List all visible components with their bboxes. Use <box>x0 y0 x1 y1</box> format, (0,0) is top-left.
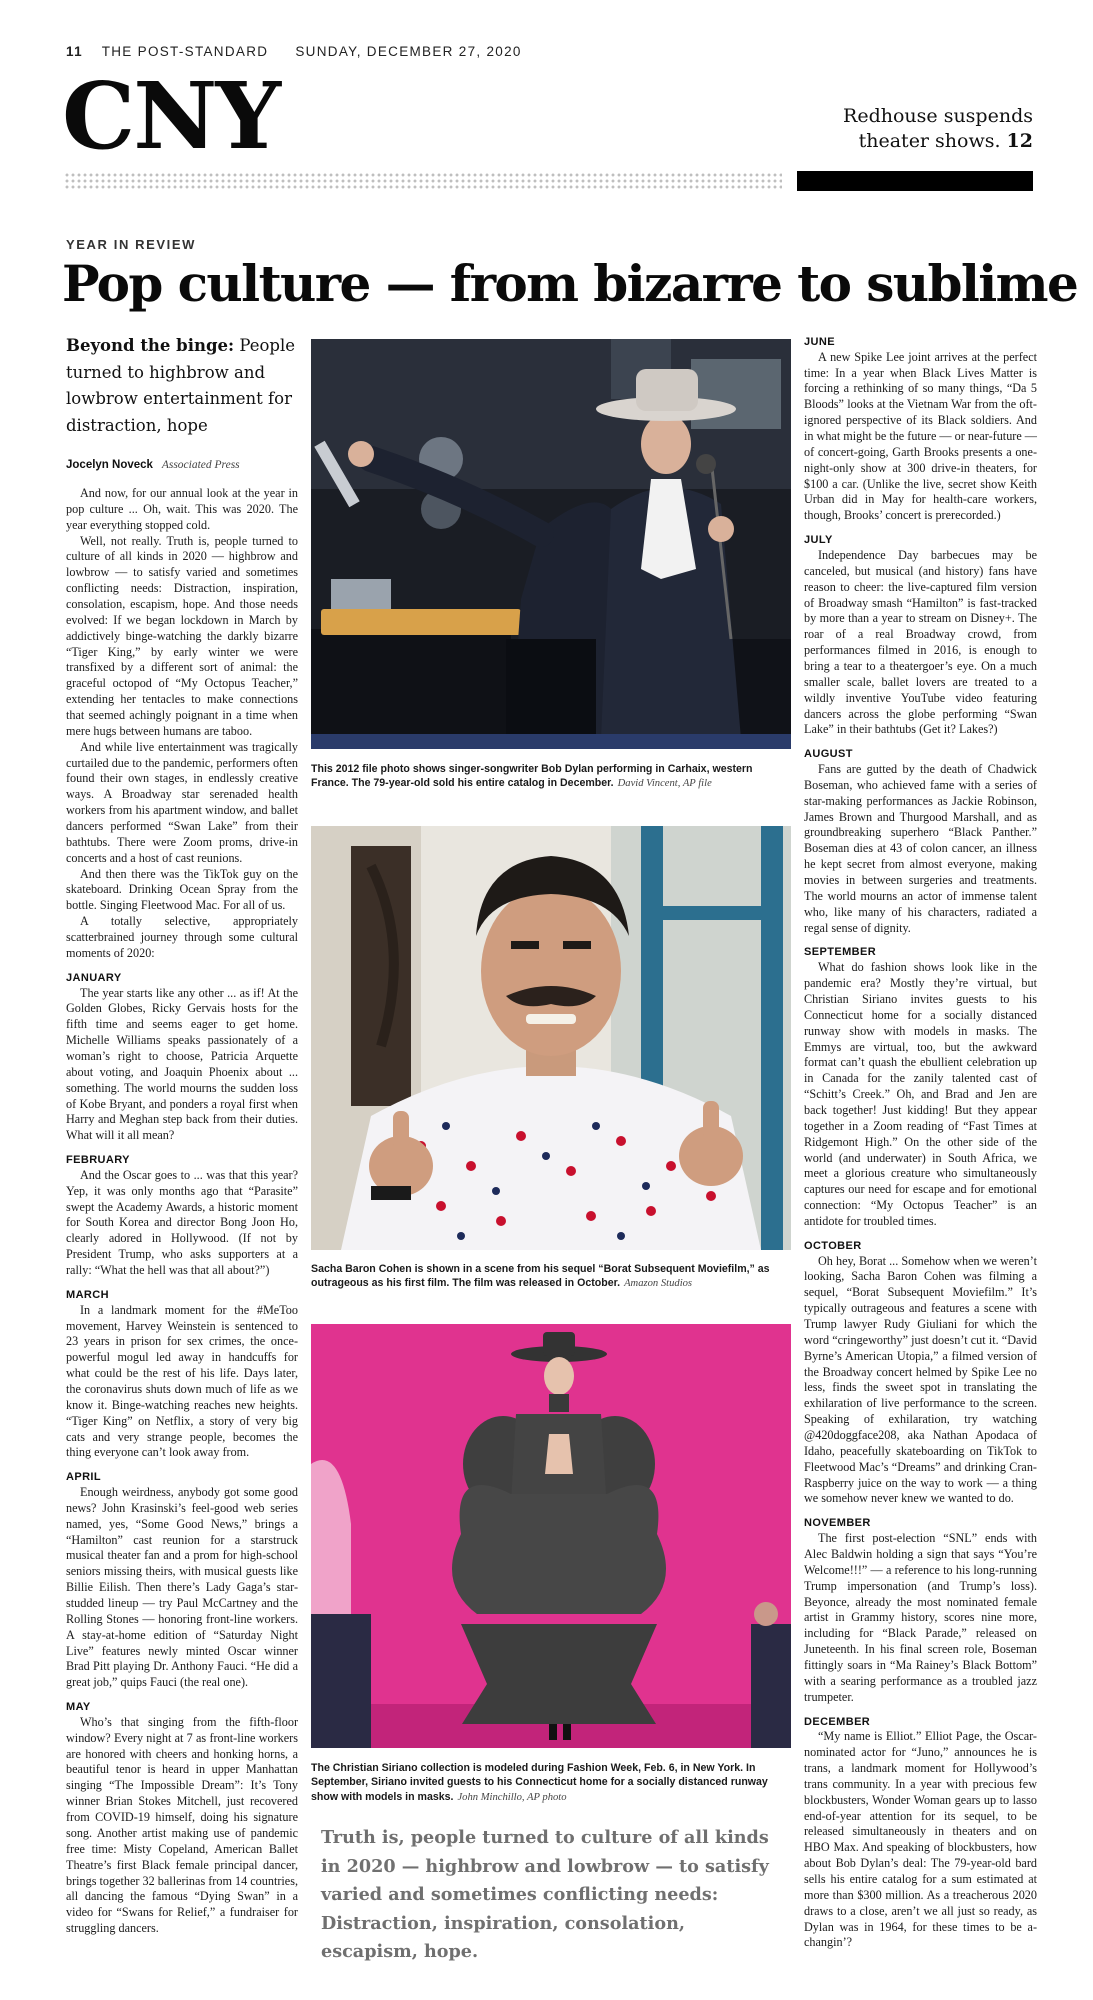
month-heading-december: DECEMBER <box>804 1715 871 1728</box>
month-text-december: “My name is Elliot.” Elliot Page, the Oscar-nominated actor for “Juno,” announces he is trans, a landmark moment for Hollywood’s trans community. In a year with precious few blockbusters, Wonder Woman gears up to lasso end-of-year attention for its sequel, to be released simultaneously in theaters and on HBO Max. And speaking of blockbusters, how about Bob Dylan’s deal: The 79-year-old bard sells his entire catalog for a sum estimated at more than $300 million. As a treacherous 2020 draws to a close, aren’t we all just so ready, as Dylan was in 1964, for these times to be a-changin’? <box>804 1729 1037 1950</box>
article-column-right <box>804 336 1037 1951</box>
month-heading-february: FEBRUARY <box>66 1154 130 1167</box>
intro-paragraph: Well, not really. Truth is, people turned to culture of all kinds in 2020 — highbrow and lowbrow — to satisfy varied and sometimes conflicting needs: Distraction, inspiration, consolation, escapism, hope. And those needs evolved: If we began lockdown in March by addictively binge-watching the darkly bizarre “Tiger King,” by early winter we were transfixed by a different sort of animal: the graceful octopod of “My Octopus Teacher,” extending her tentacles to make connections that seemed achingly poignant in a time when mere hugs between humans are taboo. <box>66 533 298 738</box>
photo-caption-borat <box>311 1262 791 1292</box>
month-text-january: The year starts like any other ... as if! At the Golden Globes, Ricky Gervais hosts for the fifth time and seems eager to get home. Michelle Williams speaks passionately of a woman’s right to choose, Patricia Arquette about voting, and Joaquin Phoenix about ... something. The world mourns the sudden loss of Kobe Bryant, and ponders a royal first when Harry and Meghan step back from their duties. What will it all mean? <box>66 985 298 1143</box>
month-heading-june: JUNE <box>804 336 835 348</box>
month-text-september: What do fashion shows look like in the pandemic era? Mostly they’re virtual, but Christian Siriano invites guests to his Connecticut home for a socially distanced runway show with models in masks. The Emmys are virtual, too, but the awkward format can’t quash the ebullient celebration up in Canada for the zanily talented cast of “Schitt’s Creek.” Oh, and Brad and Jen are back together! Just kidding! But they appear together in a Zoom reading of “Fast Times at Ridgemont High.” On the other side of the world (and underwater) in South Africa, we meet a glorious creature who simultaneously captures our need for escape and for emotional connection: “My Octopus Teacher” is an antidote for troubled times. <box>804 960 1037 1228</box>
month-heading-august: AUGUST <box>804 748 853 761</box>
promo-teaser[interactable] <box>773 104 1033 153</box>
photo-bob-dylan <box>311 339 791 749</box>
month-text-july: Independence Day barbecues may be canceled, but musical (and history) fans have reason to cheer: the live-captured film version of Broadway smash “Hamilton” is fast-tracked by more than a year to stream on Disney+. The roar of a real Broadway crowd, from performances filmed in 2016, is enough to bring a tear to a theatergoer’s eye. On a much smaller scale, ballet lovers are treated to a wildly inventive YouTube video featuring dancers across the globe performing “Swan Lake” in their bathtubs (Get it? Lakes?) <box>804 547 1037 737</box>
byline <box>66 459 298 471</box>
pull-quote: Truth is, people turned to culture of all kinds in 2020 — highbrow and lowbrow — to satisfy varied and sometimes conflicting needs: Distraction, inspiration, consolation, escapism, hope. <box>321 1827 769 1962</box>
caption-text: Sacha Baron Cohen is shown in a scene from his sequel “Borat Subsequent Moviefilm,” as outrageous as his first film. The film was released in October. <box>311 1263 770 1290</box>
month-heading-july: JULY <box>804 534 833 547</box>
month-text-april: Enough weirdness, anybody got some good news? John Krasinski’s feel-good web series named, yes, “Some Good News,” brings a “Hamilton” cast reunion for a starstruck musical theater fan and a prom for high-school seniors missing theirs, with musical guests like Billie Eilish. Then there’s Lady Gaga’s star-studded lineup — try Paul McCartney and the Rolling Stones — honoring front-line workers. A stay-at-home edition of “Saturday Night Live” features newly minted Oscar winner Brad Pitt playing Dr. Anthony Fauci. “He did a great job,” quips Fauci (the real one). <box>66 1484 298 1690</box>
byline-agency: Associated Press <box>161 459 240 471</box>
month-heading-april: APRIL <box>66 1471 101 1484</box>
black-rule <box>797 171 1033 191</box>
article-headline: Pop culture — from bizarre to sublime <box>62 254 1078 313</box>
month-text-june: A new Spike Lee joint arrives at the perfect time: In a year when Black Lives Matter is forcing a rethinking of so many things, “Da 5 Bloods” looks at the Vietnam War from the oft-ignored perspective of its Black soldiers. And in what might be the future — or near-future — of concert-going, Garth Brooks presents a one-night-only show at 300 drive-in theaters, for $100 a car. (Unlike the live, secret show Keith Urban did in May for health-care workers, though, Brooks’ concert is prerecorded.) <box>804 349 1037 523</box>
intro-paragraph: And while live entertainment was tragically curtailed due to the pandemic, performers often found their own stages, in endlessly creative ways. A Broadway star serenaded health workers from his apartment window, and ballet dancers performed “Swan Lake” from their bathtubs. There were Zoom proms, drive-in concerts and a host of cast reunions. <box>66 739 298 865</box>
month-text-november: The first post-election “SNL” ends with Alec Baldwin holding a sign that says “You’re Welcome!!!” — a reference to his long-running Trump impersonation (and Trump’s loss). Beyonce, already the most nominated female artist in Grammy history, scores nine more, including for “Black Parade,” released on Juneteenth. In his final screen role, Boseman fittingly soars in “Ma Rainey’s Black Bottom” with a searing performance as a troubled jazz trumpeter. <box>804 1531 1037 1704</box>
intro-paragraph: A totally selective, appropriately scatterbrained journey through some cultural moments of 2020: <box>66 914 298 960</box>
caption-text: This 2012 file photo shows singer-songwriter Bob Dylan performing in Carhaix, western France. The 79-year-old sold his entire catalog in December. <box>311 763 753 790</box>
month-text-february: And the Oscar goes to ... was that this year? Yep, it was only months ago that “Parasite” swept the Academy Awards, a historic moment for South Korea and director Bong Joon Ho, clearly adored in Hollywood. (If not by President Trump, who asks supporters at a rally: “What the hell was that all about?”) <box>66 1167 298 1278</box>
month-heading-march: MARCH <box>66 1288 109 1301</box>
intro-paragraph: And now, for our annual look at the year in pop culture ... Oh, wait. This was 2020. The year everything stopped cold. <box>66 486 298 532</box>
section-masthead: CNY <box>62 62 279 170</box>
month-text-october: Oh hey, Borat ... Somehow when we weren’t looking, Sacha Baron Cohen was filming a sequel, “Borat Subsequent Moviefilm.” It’s typically outrageous and features a scene with Trump lawyer Rudy Giuliani for which the word “cringeworthy” just doesn’t cut it. “David Byrne’s American Utopia,” a filmed version of the Broadway concert helmed by Spike Lee no less, finds the sweet spot in translating the exhilaration of live performance to the screen. Speaking of exhilaration, try watching @420doggface208, aka Nathan Apodaca of Idaho, peacefully skateboarding on TikTok to Fleetwood Mac’s “Dreams” and drinking Cran-Raspberry juice on the way to work — a thing we somehow never knew we wanted to do. <box>804 1253 1037 1506</box>
bob-dylan-photo-illustration <box>311 339 791 749</box>
article-kicker: YEAR IN REVIEW <box>66 237 197 252</box>
folio-line <box>66 44 544 59</box>
deck-text: People turned to highbrow and lowbrow entertainment for distraction, hope <box>66 336 296 436</box>
photo-credit: Amazon Studios <box>624 1278 693 1290</box>
article-deck <box>66 333 298 440</box>
paper-name: THE POST-STANDARD <box>101 44 269 59</box>
month-text-august: Fans are gutted by the death of Chadwick Boseman, who achieved fame with a series of star-making performances as Jackie Robinson, James Brown and Thurgood Marshall, and as groundbreaking superhero “Black Panther.” Boseman dies at 43 of colon cancer, an illness he kept secret from almost everyone, making movies in between surgeries and treatments. The world mourns an actor of immense talent who, like many of his characters, radiated a regal sense of dignity. <box>804 762 1037 935</box>
article-column-left <box>66 486 298 1937</box>
runway-photo-illustration <box>311 1324 791 1748</box>
month-text-march: In a landmark moment for the #MeToo movement, Harvey Weinstein is sentenced to 23 years in prison for sex crimes, the once-powerful mogul led away in handcuffs for what could be the rest of his life. Days later, the coronavirus shuts down much of life as we know it. Binge-watching reaches new heights. “Tiger King” on Netflix, a story of very big cats and very strange people, becomes the thing everyone can’t look away from. <box>66 1302 298 1460</box>
month-heading-october: OCTOBER <box>804 1239 862 1252</box>
issue-date: SUNDAY, DECEMBER 27, 2020 <box>295 44 522 59</box>
photo-credit: David Vincent, AP file <box>617 778 712 790</box>
month-text-may: Who’s that singing from the fifth-floor window? Every night at 7 as front-line workers are honored with cheers and honking horns, a beautiful tenor is heard in upper Manhattan singing “The Impossible Dream”: It’s Tony winner Brian Stokes Mitchell, just recovered from COVID-19 himself, doing his signature song. Another artist making use of pandemic free time: Misty Copeland, American Ballet Theatre’s first Black female principal dancer, brings together 32 ballerinas from 14 countries, all dancing the famous “Dying Swan” in a video for “Swans for Relief,” a fundraiser for struggling dancers. <box>66 1714 298 1936</box>
promo-page-number: 12 <box>1006 129 1033 152</box>
deck-lead: Beyond the binge: <box>66 336 235 355</box>
photo-borat <box>311 826 791 1250</box>
photo-credit: John Minchillo, AP photo <box>457 1791 567 1803</box>
borat-photo-illustration <box>311 826 791 1250</box>
intro-paragraph: And then there was the TikTok guy on the skateboard. Drinking Ocean Spray from the bottle. Singing Fleetwood Mac. For all of us. <box>66 866 298 913</box>
photo-siriano-runway <box>311 1324 791 1748</box>
month-heading-may: MAY <box>66 1701 91 1714</box>
photo-caption-runway <box>311 1761 791 1805</box>
page-number: 11 <box>66 44 83 59</box>
month-heading-september: SEPTEMBER <box>804 946 877 959</box>
month-heading-january: JANUARY <box>66 971 122 984</box>
dotted-rule <box>64 172 782 190</box>
photo-caption-dylan <box>311 762 791 792</box>
promo-text: Redhouse suspends theater shows. <box>843 105 1033 152</box>
caption-text: The Christian Siriano collection is modeled during Fashion Week, Feb. 6, in New York. In September, Siriano invited guests to his Connecticut home for a socially distanced runway show with models in masks. <box>311 1762 768 1803</box>
byline-name: Jocelyn Noveck <box>66 459 153 471</box>
month-heading-november: NOVEMBER <box>804 1517 871 1530</box>
